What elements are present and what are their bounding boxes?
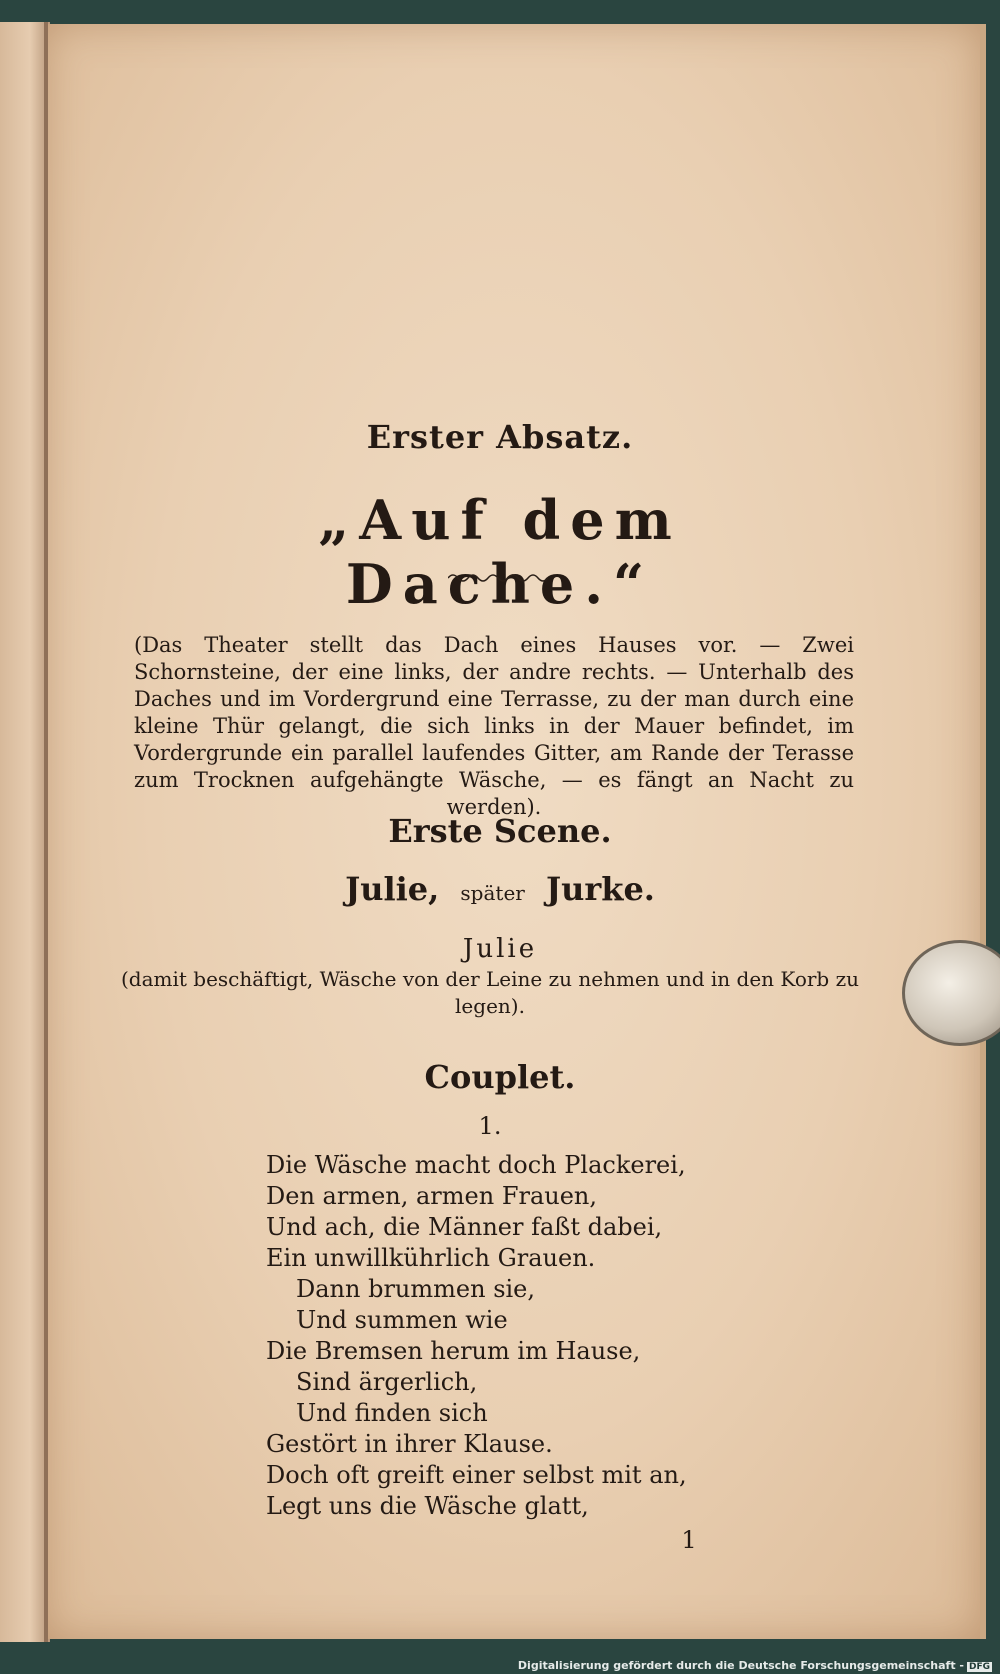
speaker-direction: (damit beschäftigt, Wäsche von der Leine zu nehmen und in den Korb zu legen). <box>120 967 860 1018</box>
book-gutter <box>44 22 48 1642</box>
stage-direction: (Das Theater stellt das Dach eines Hauses vor. — Zwei Schornsteine, der eine links, der andre rechts. — Unterhalb des Daches und im Vordergrund eine Terrasse, zu der man durch eine kleine Thür gelangt, die sich links in der Mauer befindet, im Vordergrunde ein parallel laufendes Gitter, am Rande der Terasse zum Trocknen aufgehängte Wäsche, — es fängt an Nacht zu werden). <box>134 633 854 819</box>
verse-line: Den armen, armen Frauen, <box>266 1182 597 1210</box>
dfg-logo: DFG <box>968 1662 990 1672</box>
page-title: „Auf dem Dache.“ <box>318 488 682 616</box>
decorative-wavy-rule <box>448 572 548 584</box>
verse-line: Die Wäsche macht doch Plackerei, <box>266 1151 686 1179</box>
credit-text: Digitalisierung gefördert durch die Deutsche Forschungsgemeinschaft - <box>517 1659 964 1672</box>
cast-line <box>300 870 700 908</box>
verse-line: Gestört in ihrer Klause. <box>266 1430 553 1458</box>
verse-line: Und summen wie <box>296 1306 508 1334</box>
verse-line: Ein unwillkührlich Grauen. <box>266 1244 596 1272</box>
speaker-name: Julie <box>462 934 538 964</box>
verse-line: Und finden sich <box>296 1399 488 1427</box>
cast-between: später <box>460 881 525 905</box>
cast-first: Julie, <box>345 870 440 908</box>
digitization-credit <box>518 1659 992 1672</box>
previous-page-edge <box>0 22 50 1642</box>
verse-line: Die Bremsen herum im Hause, <box>266 1337 641 1365</box>
verse-line: Doch oft greift einer selbst mit an, <box>266 1461 687 1489</box>
verse-block <box>266 1150 786 1522</box>
verse-line: Dann brummen sie, <box>296 1275 536 1303</box>
stanza-number: 1. <box>478 1112 502 1140</box>
verse-line: Sind ärgerlich, <box>296 1368 478 1396</box>
verse-line: Legt uns die Wäsche glatt, <box>266 1492 589 1520</box>
cast-second: Jurke. <box>546 870 655 908</box>
act-heading: Erster Absatz. <box>366 418 634 456</box>
couplet-heading: Couplet. <box>424 1058 576 1096</box>
scene-heading: Erste Scene. <box>388 812 612 850</box>
verse-line: Und ach, die Männer faßt dabei, <box>266 1213 663 1241</box>
page-number: 1 <box>681 1526 697 1554</box>
